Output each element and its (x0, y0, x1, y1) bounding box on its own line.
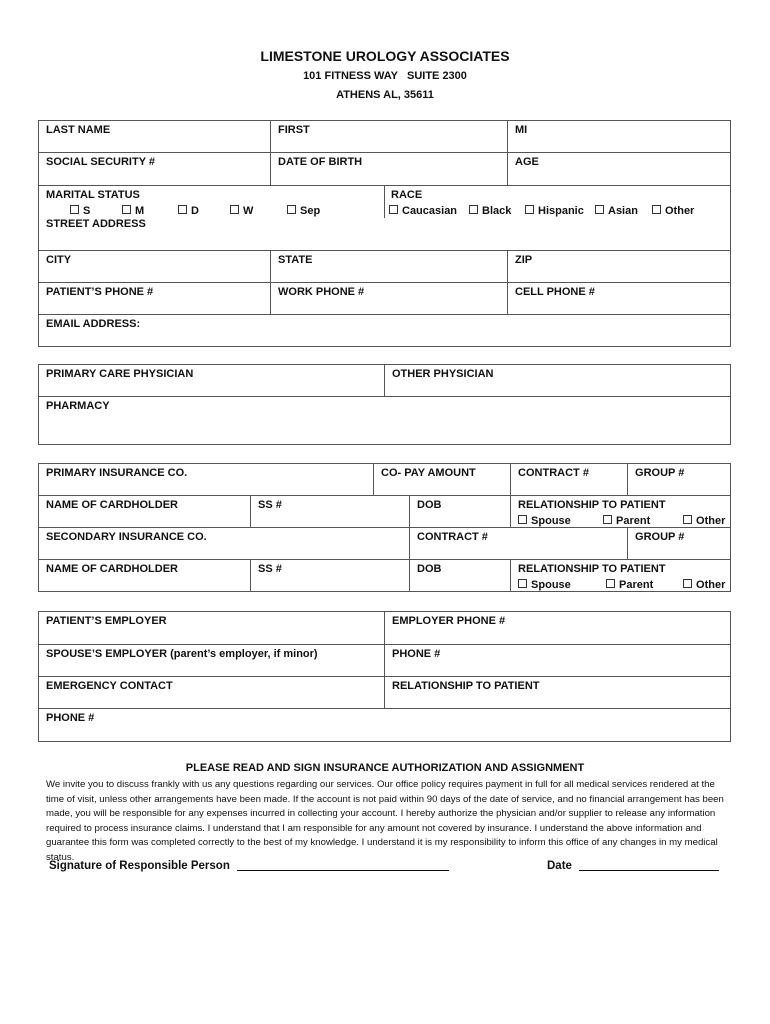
dob-label: DATE OF BIRTH (278, 156, 363, 168)
first-name-label: FIRST (278, 124, 310, 136)
physician-table (38, 364, 731, 445)
emergency-relationship-field[interactable] (385, 677, 731, 709)
city-label: CITY (46, 254, 72, 266)
primary-insurance-field[interactable] (39, 464, 374, 496)
secondary-contract-label: CONTRACT # (417, 531, 488, 543)
spouse-employer-label: SPOUSE’S EMPLOYER (parent’s employer, if minor) (46, 648, 318, 660)
secondary-cardholder-ss-label: SS # (258, 563, 282, 575)
secondary-relationship-label: RELATIONSHIP TO PATIENT (518, 563, 666, 575)
secondary-rel-option-other[interactable]: Other (683, 579, 725, 591)
rel-option-parent[interactable]: Parent (603, 515, 650, 527)
spouse-employer-field[interactable] (39, 645, 385, 677)
race-option-black[interactable]: Black (469, 205, 511, 217)
employer-phone-field[interactable] (385, 612, 731, 645)
secondary-relationship-field (511, 560, 731, 592)
zip-field[interactable] (508, 251, 731, 283)
email-label: EMAIL ADDRESS: (46, 318, 141, 330)
last-name-label: LAST NAME (46, 124, 111, 136)
date-row (547, 859, 719, 872)
cardholder-ss-label: SS # (258, 499, 282, 511)
copay-label: CO- PAY AMOUNT (381, 467, 476, 479)
group-field[interactable] (628, 464, 731, 496)
cardholder-dob-label: DOB (417, 499, 442, 511)
practice-name: LIMESTONE UROLOGY ASSOCIATES (260, 48, 510, 64)
employer-phone-label: EMPLOYER PHONE # (392, 615, 506, 627)
practice-address-line2: ATHENS AL, 35611 (336, 89, 434, 101)
signature-line[interactable] (237, 859, 449, 871)
ssn-label: SOCIAL SECURITY # (46, 156, 156, 168)
emergency-phone-label: PHONE # (46, 712, 95, 724)
first-name-field[interactable] (271, 121, 508, 153)
email-field[interactable] (39, 315, 731, 347)
age-field[interactable] (508, 153, 731, 186)
checkbox-icon (683, 515, 692, 524)
marital-race-row (39, 186, 731, 218)
signature-label: Signature of Responsible Person (49, 860, 230, 872)
checkbox-icon (469, 205, 478, 214)
secondary-contract-field[interactable] (410, 528, 628, 560)
cardholder-dob-field[interactable] (410, 496, 511, 528)
state-label: STATE (278, 254, 313, 266)
checkbox-icon (287, 205, 296, 214)
employer-table (38, 611, 731, 742)
marital-status-label: MARITAL STATUS (46, 189, 140, 201)
marital-option-w[interactable]: W (230, 205, 253, 217)
age-label: AGE (515, 156, 539, 168)
race-option-asian[interactable]: Asian (595, 205, 638, 217)
cardholder-name-label: NAME OF CARDHOLDER (46, 499, 178, 511)
checkbox-icon (122, 205, 131, 214)
emergency-contact-field[interactable] (39, 677, 385, 709)
marital-option-sep[interactable]: Sep (287, 205, 320, 217)
race-option-other[interactable]: Other (652, 205, 694, 217)
checkbox-icon (652, 205, 661, 214)
street-address-label: STREET ADDRESS (46, 217, 146, 230)
cardholder-ss-field[interactable] (251, 496, 410, 528)
checkbox-icon (603, 515, 612, 524)
authorization-text: We invite you to discuss frankly with us any questions regarding our services. Our office policy requires payment in full for all medical services rendered at the time of visit, unless other arrangements have been made. If the account is not paid within 90 days of the date of service, and no financial arrangement has been made, you will be responsible for any expenses incurred in collecting your account. I hereby authorize the physician and/or supplier to release any information required to process insurance claims. I understand that I am responsible for any amount not covered by insurance. I understand the above information and guarantee this form was completed correctly to the best of my knowledge. I understand it is my responsibility to inform this office of any changes in my medical status. (46, 779, 724, 863)
secondary-group-label: GROUP # (635, 531, 685, 543)
other-physician-field[interactable] (385, 365, 731, 397)
rel-option-spouse[interactable]: Spouse (518, 515, 571, 527)
patient-phone-field[interactable] (39, 283, 271, 315)
city-field[interactable] (39, 251, 271, 283)
relationship-field (511, 496, 731, 528)
secondary-rel-option-spouse[interactable]: Spouse (518, 579, 571, 591)
mi-label: MI (515, 124, 528, 136)
work-phone-field[interactable] (271, 283, 508, 315)
checkbox-icon (525, 205, 534, 214)
cardholder-name-field[interactable] (39, 496, 251, 528)
secondary-group-field[interactable] (628, 528, 731, 560)
secondary-cardholder-ss-field[interactable] (251, 560, 410, 592)
secondary-rel-option-parent[interactable]: Parent (606, 579, 653, 591)
state-field[interactable] (271, 251, 508, 283)
ssn-field[interactable] (39, 153, 271, 186)
secondary-insurance-field[interactable] (39, 528, 410, 560)
insurance-table (38, 463, 731, 592)
patient-info-table (38, 120, 731, 347)
practice-address-line1: 101 FITNESS WAY SUITE 2300 (303, 70, 467, 82)
relationship-label: RELATIONSHIP TO PATIENT (518, 499, 666, 511)
emergency-relationship-label: RELATIONSHIP TO PATIENT (392, 680, 540, 692)
secondary-cardholder-dob-field[interactable] (410, 560, 511, 592)
checkbox-icon (70, 205, 79, 214)
group-label: GROUP # (635, 467, 685, 479)
checkbox-icon (178, 205, 187, 214)
patient-phone-label: PATIENT’S PHONE # (46, 286, 154, 298)
contract-field[interactable] (511, 464, 628, 496)
dob-field[interactable] (271, 153, 508, 186)
contract-label: CONTRACT # (518, 467, 589, 479)
primary-insurance-label: PRIMARY INSURANCE CO. (46, 467, 188, 479)
signature-row (49, 859, 449, 872)
secondary-cardholder-dob-label: DOB (417, 563, 442, 575)
mi-field[interactable] (508, 121, 731, 153)
rel-option-other[interactable]: Other (683, 515, 725, 527)
marital-option-d[interactable]: D (178, 205, 199, 217)
checkbox-icon (518, 515, 527, 524)
spouse-employer-phone-label: PHONE # (392, 648, 441, 660)
marital-option-m[interactable]: M (122, 205, 144, 217)
authorization-title: PLEASE READ AND SIGN INSURANCE AUTHORIZATION AND ASSIGNMENT (185, 762, 585, 774)
date-line[interactable] (579, 859, 719, 871)
copay-field[interactable] (374, 464, 511, 496)
cell-phone-label: CELL PHONE # (515, 286, 595, 298)
pharmacy-field[interactable] (39, 397, 731, 445)
checkbox-icon (595, 205, 604, 214)
zip-label: ZIP (515, 254, 533, 266)
race-label: RACE (391, 189, 423, 201)
street-address-field[interactable] (39, 218, 731, 251)
patient-employer-label: PATIENT’S EMPLOYER (46, 615, 167, 627)
primary-care-physician-label: PRIMARY CARE PHYSICIAN (46, 368, 194, 380)
checkbox-icon (230, 205, 239, 214)
checkbox-icon (606, 579, 615, 588)
secondary-cardholder-name-label: NAME OF CARDHOLDER (46, 563, 178, 575)
emergency-phone-field[interactable] (39, 709, 731, 742)
race-option-caucasian[interactable]: Caucasian (389, 205, 457, 217)
date-label: Date (547, 860, 572, 872)
pharmacy-label: PHARMACY (46, 400, 110, 412)
spouse-employer-phone-field[interactable] (385, 645, 731, 677)
emergency-contact-label: EMERGENCY CONTACT (46, 680, 173, 692)
other-physician-label: OTHER PHYSICIAN (392, 368, 494, 380)
last-name-field[interactable] (39, 121, 271, 153)
secondary-insurance-label: SECONDARY INSURANCE CO. (46, 531, 207, 543)
patient-employer-field[interactable] (39, 612, 385, 645)
cell-phone-field[interactable] (508, 283, 731, 315)
checkbox-icon (389, 205, 398, 214)
marital-option-s[interactable]: S (70, 205, 90, 217)
secondary-cardholder-name-field[interactable] (39, 560, 251, 592)
checkbox-icon (683, 579, 692, 588)
primary-care-physician-field[interactable] (39, 365, 385, 397)
race-option-hispanic[interactable]: Hispanic (525, 205, 584, 217)
work-phone-label: WORK PHONE # (278, 286, 365, 298)
checkbox-icon (518, 579, 527, 588)
